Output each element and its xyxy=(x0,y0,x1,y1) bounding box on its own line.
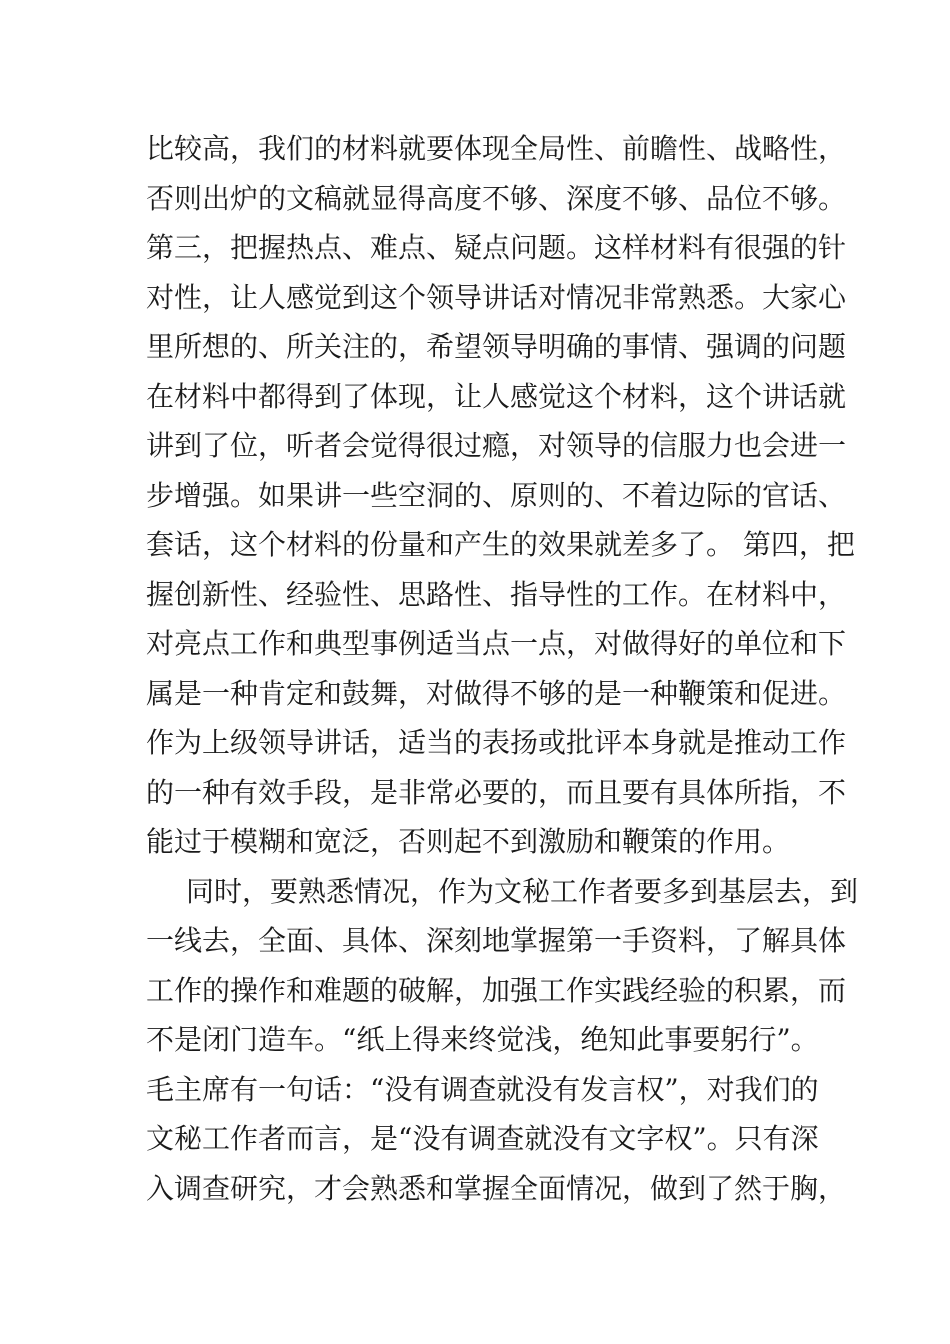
text-line: 的一种有效手段，是非常必要的，而且要有具体所指，不 xyxy=(146,775,847,809)
text-line: 入调查研究，才会熟悉和掌握全面情况，做到了然于胸， xyxy=(146,1171,847,1205)
text-line: 不是闭门造车。“纸上得来终觉浅，绝知此事要躬行”。 xyxy=(146,1023,819,1056)
text-line: 毛主席有一句话：“没有调查就没有发言权”，对我们的 xyxy=(146,1072,819,1106)
text-line: 属是一种肯定和鼓舞，对做得不够的是一种鞭策和促进。 xyxy=(146,676,847,710)
text-line: 作为上级领导讲话，适当的表扬或批评本身就是推动工作 xyxy=(146,726,847,759)
text-line: 一线去，全面、具体、深刻地掌握第一手资料，了解具体 xyxy=(146,924,847,957)
text-line: 里所想的、所关注的，希望领导明确的事情、强调的问题 xyxy=(146,330,847,363)
text-line: 工作的操作和难题的破解，加强工作实践经验的积累，而 xyxy=(146,973,847,1007)
text-line: 文秘工作者而言，是“没有调查就没有文字权”。只有深 xyxy=(146,1122,819,1155)
document-body xyxy=(146,124,859,1213)
text-line: 步增强。如果讲一些空洞的、原则的、不着边际的官话、 xyxy=(146,478,847,512)
text-line: 对性，让人感觉到这个领导讲话对情况非常熟悉。大家心 xyxy=(146,280,847,314)
text-line: 套话，这个材料的份量和产生的效果就差多了。 第四，把 xyxy=(146,528,855,561)
text-line: 在材料中都得到了体现，让人感觉这个材料，这个讲话就 xyxy=(146,379,847,413)
text-line: 对亮点工作和典型事例适当点一点，对做得好的单位和下 xyxy=(146,627,847,660)
text-line: 讲到了位，听者会觉得很过瘾，对领导的信服力也会进一 xyxy=(146,429,847,462)
paragraph-end-line: 能过于模糊和宽泛，否则起不到激励和鞭策的作用。 xyxy=(146,825,791,858)
paragraph-start-line: 同时，要熟悉情况，作为文秘工作者要多到基层去，到 xyxy=(186,874,859,908)
text-line: 比较高，我们的材料就要体现全局性、前瞻性、战略性， xyxy=(146,132,847,165)
text-line: 否则出炉的文稿就显得高度不够、深度不够、品位不够。 xyxy=(146,181,847,215)
text-line: 握创新性、经验性、思路性、指导性的工作。在材料中， xyxy=(146,577,847,611)
text-line: 第三，把握热点、难点、疑点问题。这样材料有很强的针 xyxy=(146,231,847,264)
